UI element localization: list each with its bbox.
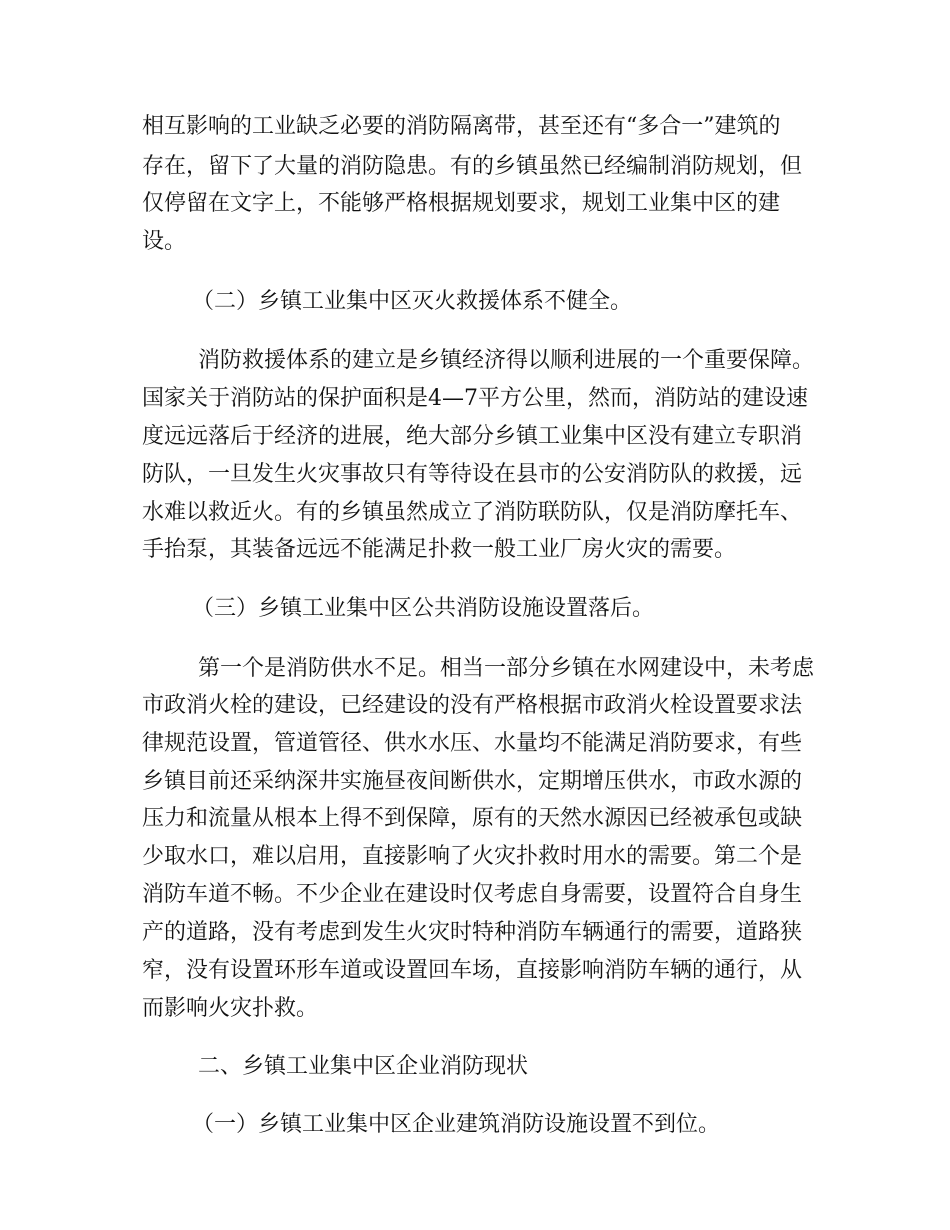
para1-line-3: 仅停留在文字上，不能够严格根据规划要求，规划工业集中区的建 [142, 191, 781, 216]
subheading-three: （三）乡镇工业集中区公共消防设施设置落后。 [192, 596, 655, 621]
subheading-two: （二）乡镇工业集中区灭火救援体系不健全。 [192, 289, 633, 314]
para2-line-3: 度远远落后于经济的进展，绝大部分乡镇工业集中区没有建立专职消 [142, 424, 803, 449]
para3-line-8: 产的道路，没有考虑到发生火灾时特种消防车辆通行的需要，道路狭 [142, 920, 803, 945]
para3-line-7: 消防车道不畅。不少企业在建设时仅考虑自身需要，设置符合自身生 [142, 882, 803, 907]
para3-line-4: 乡镇目前还采纳深井实施昼夜间断供水，定期增压供水，市政水源的 [142, 769, 803, 794]
para3-line-10: 而影响火灾扑救。 [142, 996, 319, 1021]
section-two-heading: 二、乡镇工业集中区企业消防现状 [198, 1054, 529, 1079]
para1-line-4: 设。 [142, 229, 187, 254]
para3-line-3: 律规范设置，管道管径、供水水压、水量均不能满足消防要求，有些 [142, 731, 803, 756]
para3-line-5: 压力和流量从根本上得不到保障，原有的天然水源因已经被承包或缺 [142, 806, 803, 831]
para2-line-1: 消防救援体系的建立是乡镇经济得以顺利进展的一个重要保障。 [198, 348, 815, 373]
para2-line-6: 手抬泵，其装备远远不能满足扑救一般工业厂房火灾的需要。 [142, 537, 737, 562]
para3-line-6: 少取水口，难以启用，直接影响了火灾扑救时用水的需要。第二个是 [142, 844, 803, 869]
para1-line-2: 存在，留下了大量的消防隐患。有的乡镇虽然已经编制消防规划，但 [142, 154, 803, 179]
para2-line-5: 水难以救近火。有的乡镇虽然成立了消防联防队，仅是消防摩托车、 [142, 500, 803, 525]
para3-line-1: 第一个是消防供水不足。相当一部分乡镇在水网建设中，未考虑 [198, 656, 815, 681]
para2-line-2: 国家关于消防站的保护面积是4—7平方公里，然而，消防站的建设速 [142, 386, 808, 411]
subheading-one: （一）乡镇工业集中区企业建筑消防设施设置不到位。 [192, 1112, 721, 1137]
para3-line-9: 窄，没有设置环形车道或设置回车场，直接影响消防车辆的通行，从 [142, 958, 803, 983]
para1-line-1: 相互影响的工业缺乏必要的消防隔离带，甚至还有“多合一”建筑的 [142, 114, 781, 139]
para2-line-4: 防队，一旦发生火灾事故只有等待设在县市的公安消防队的救援，远 [142, 462, 803, 487]
para3-line-2: 市政消火栓的建设，已经建设的没有严格根据市政消火栓设置要求法 [142, 693, 803, 718]
